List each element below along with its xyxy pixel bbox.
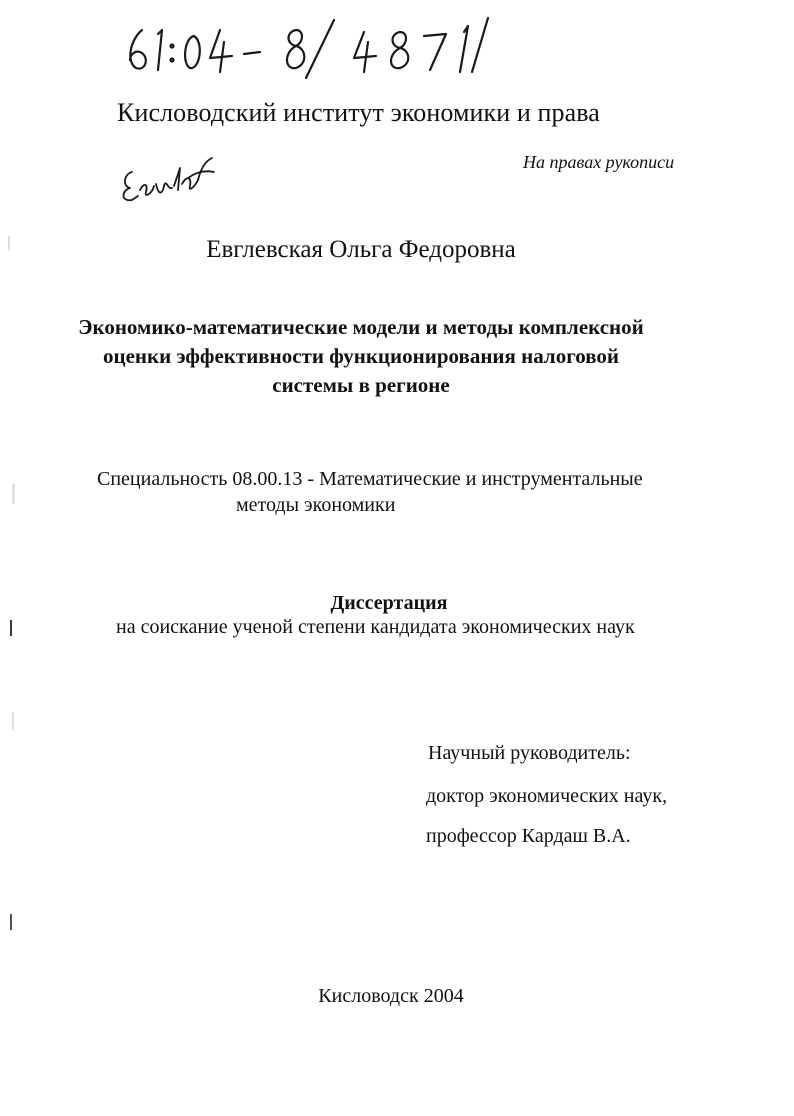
advisor-degree: доктор экономических наук,: [426, 785, 668, 807]
title-line: оценки эффективности функционирования налоговой: [102, 344, 619, 368]
institute-name: Кисловодский институт экономики и права: [117, 98, 600, 127]
scan-artifact: [8, 236, 10, 250]
author-signature: [118, 150, 218, 208]
scan-artifact: [12, 484, 15, 504]
title-line: системы в регионе: [272, 373, 450, 397]
handwritten-catalog-code: [120, 12, 520, 84]
handwritten-catalog-code-drawing: [120, 12, 520, 84]
signature-drawing: [118, 150, 218, 208]
scan-artifact: [10, 620, 12, 636]
specialty-name-continued: методы экономики: [236, 494, 396, 516]
degree-sought: на соискание ученой степени кандидата экономических наук: [116, 616, 635, 638]
dissertation-title: [0, 313, 722, 400]
scan-artifact: [12, 712, 14, 730]
city-and-year: Кисловодск 2004: [318, 985, 464, 1007]
document-type: Диссертация: [330, 592, 448, 614]
manuscript-rights-note: На правах рукописи: [523, 152, 675, 172]
title-line: Экономико-математические модели и методы комплексной: [78, 315, 644, 339]
scan-artifact: [10, 914, 12, 930]
specialty-code: Специальность 08.00.13 - Математические и инструментальные: [97, 468, 643, 490]
author-name: Евглевская Ольга Федоровна: [206, 236, 516, 263]
advisor-label: Научный руководитель:: [428, 742, 631, 764]
advisor-name: профессор Кардаш В.А.: [426, 825, 631, 847]
